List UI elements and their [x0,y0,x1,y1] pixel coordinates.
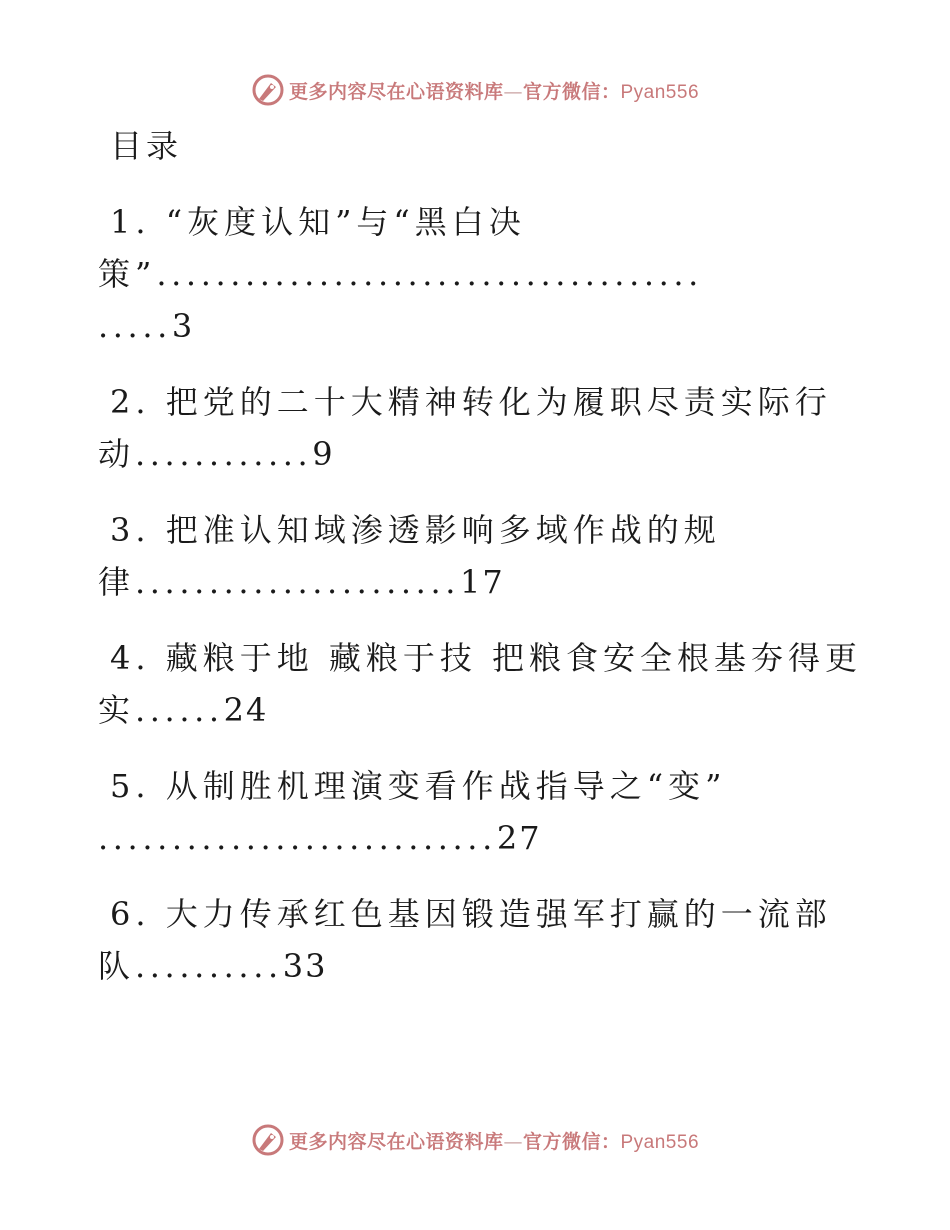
leader-dots: ........................... [98,819,497,857]
watermark-text: 更多内容尽在心语资料库—官方微信：Pyan556 [288,80,700,103]
leader-dots: ...... [135,691,224,729]
leader-dots: ...................... [135,563,460,601]
toc-entry-continuation: 动............9 [98,435,335,473]
toc-entry[interactable] [98,632,863,736]
toc-entry-title: 1. “灰度认知”与“黑白决 [110,203,526,241]
toc-entry-continuation: 实......24 [98,691,269,729]
leader-dots: .......... [135,947,283,985]
toc-entry-title: 4. 藏粮于地 藏粮于技 把粮食安全根基夯得更 [110,639,863,677]
toc-entry-continuation: 队..........33 [98,947,328,985]
page-number: 24 [223,691,269,729]
toc-entry-continuation: 策”..................................... [98,255,703,293]
watermark-text: 更多内容尽在心语资料库—官方微信：Pyan556 [288,1130,700,1153]
header-watermark [0,70,950,110]
toc-entry-title: 3. 把准认知域渗透影响多域作战的规 [110,511,721,549]
page-number: 3 [171,307,195,345]
leader-dots: ..... [98,307,172,345]
toc-entry[interactable] [98,760,848,864]
page-number: 33 [282,947,328,985]
toc-title: 目录 [110,127,183,165]
toc-entry-title: 2. 把党的二十大精神转化为履职尽责实际行 [110,383,832,421]
page-number: 9 [312,435,335,473]
toc-entry-title: 6. 大力传承红色基因锻造强军打赢的一流部 [110,895,832,933]
toc-entry-continuation [98,300,848,352]
toc-entry[interactable] [98,196,848,352]
toc-entry-continuation [98,812,848,864]
leader-dots: ..................................... [156,255,703,293]
toc-entry-title: 5. 从制胜机理演变看作战指导之“变” [110,767,727,805]
footer-watermark [0,1120,950,1160]
page-number: 27 [496,819,542,857]
page-number: 17 [460,563,505,601]
leader-dots: ............ [135,435,313,473]
toc-entry[interactable] [98,376,848,480]
toc-entry[interactable] [98,504,848,608]
table-of-contents [98,196,863,1016]
toc-entry[interactable] [98,888,848,992]
toc-entry-continuation: 律......................17 [98,563,505,601]
pen-nib-logo-icon [251,1123,285,1157]
pen-nib-logo-icon [251,73,285,107]
